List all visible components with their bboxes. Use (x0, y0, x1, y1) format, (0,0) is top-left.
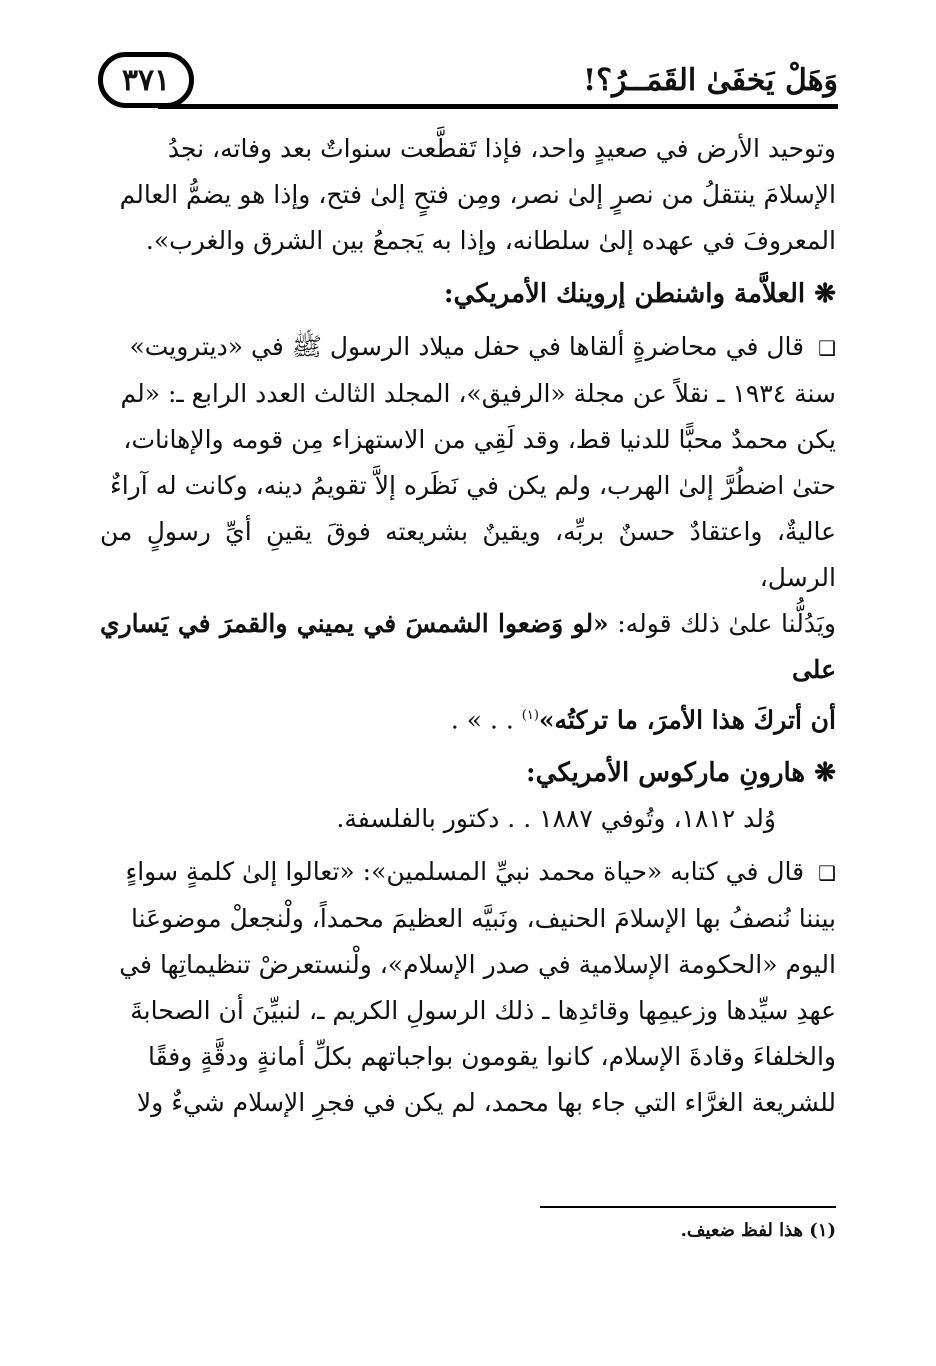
box-bullet-icon: ❑ (818, 861, 836, 886)
star-icon: ❋ (814, 758, 836, 789)
quote-text: «لو وَضعوا الشمسَ في يميني والقمرَ في يَساري على (100, 609, 836, 684)
footnote-rule (540, 1206, 836, 1208)
footnote: (١) هذا لفظ ضعيف. (680, 1220, 836, 1241)
text-span: قال في كتابه «حياة محمد نبيِّ المسلمين»: «تعالوا إلىٰ كلمةٍ سواءٍ (125, 857, 805, 887)
text-line (100, 324, 836, 371)
page-number-badge (98, 52, 194, 108)
section-heading-marcus (100, 750, 836, 796)
box-bullet-icon: ❑ (818, 336, 836, 360)
page-number: ٣٧١ (121, 62, 171, 98)
text-line: حتىٰ اضطُرَّ إلىٰ الهرب، ولم يكن في نَظَره إلاَّ تقويمُ دينه، وكانت له آراءٌ (109, 471, 836, 500)
header-rule (158, 104, 838, 109)
text-line: عاليةٌ، واعتقادٌ حسنٌ بربِّه، ويقينٌ بشريعته فوقَ يقينِ أيِّ رسولٍ من الرسل، (100, 517, 836, 592)
text-line: والخلفاءَ وقادةَ الإسلام، كانوا يقومون بواجباتهم بكلِّ أمانةٍ ودقَّةٍ وفقًا (147, 1042, 836, 1072)
heading-text: العلاَّمة واشنطن إروينك الأمريكي: (443, 279, 806, 309)
text-line: بيننا نُنصفُ بها الإسلامَ الحنيف، ونَبيَّه العظيمَ محمداً، ولْنجعلْ موضوعَنا (130, 904, 836, 934)
footnote-ref: (١) (521, 708, 539, 723)
text-line (100, 849, 836, 896)
text-line: المعروفَ في عهده إلىٰ سلطانه، وإذا به يَجمعُ بين الشرق والغرب». (145, 226, 836, 255)
text-span: ويَدُلُّنا علىٰ ذلك قوله: (617, 609, 836, 638)
text-line: وتوحيد الأرض في صعيدٍ واحد، فإذا تَقطَّعت سنواتٌ بعد وفاته، نجدُ (167, 134, 836, 163)
running-header (98, 52, 838, 116)
text-line (100, 601, 836, 693)
text-line: عهدِ سيِّدها وزعيمِها وقائدِها ـ ذلك الرسولِ الكريم ـ، لنبيِّنَ أن الصحابةَ (130, 996, 836, 1026)
text-line: للشريعة الغرَّاء التي جاء بها محمد، لم يكن في فجرِ الإسلام شيءٌ ولا (136, 1088, 836, 1118)
book-title: وَهَلْ يَخفَىٰ القَمَــرُ؟! (582, 62, 838, 98)
text-line: اليوم «الحكومة الإسلامية في صدر الإسلام»، ولْنستعرضْ تنظيماتِها في (119, 950, 836, 980)
star-icon: ❋ (814, 279, 836, 309)
quote-text: أن أتركَ هذا الأمرَ، ما تركتُه» (538, 705, 836, 735)
text-line: سنة ١٩٣٤ ـ نقلاً عن مجلة «الرفيق»، المجلد الثالث العدد الرابع ـ: «لم (120, 379, 836, 408)
section-heading-irving (100, 271, 836, 317)
text-line: يكن محمدٌ محبًّا للدنيا قط، وقد لَقِي من الاستهزاء مِن قومه والإهانات، (123, 425, 836, 454)
text-line: وُلد ١٨١٢، وتُوفي ١٨٨٧ . . دكتور بالفلسفة. (336, 804, 776, 834)
text-span: قال في محاضرةٍ ألقاها في حفل ميلاد الرسول ﷺ في «ديترويت» (129, 332, 805, 361)
text-line (100, 693, 836, 743)
text-span: . . » . (450, 705, 522, 735)
text-line: الإسلامَ ينتقلُ من نصرٍ إلىٰ نصر، ومِن فتحٍ إلىٰ فتح، وإذا هو يضمُّ العالم (119, 180, 836, 209)
body-text (100, 126, 836, 1126)
heading-text: هارونِ ماركوس الأمريكي: (526, 758, 806, 789)
